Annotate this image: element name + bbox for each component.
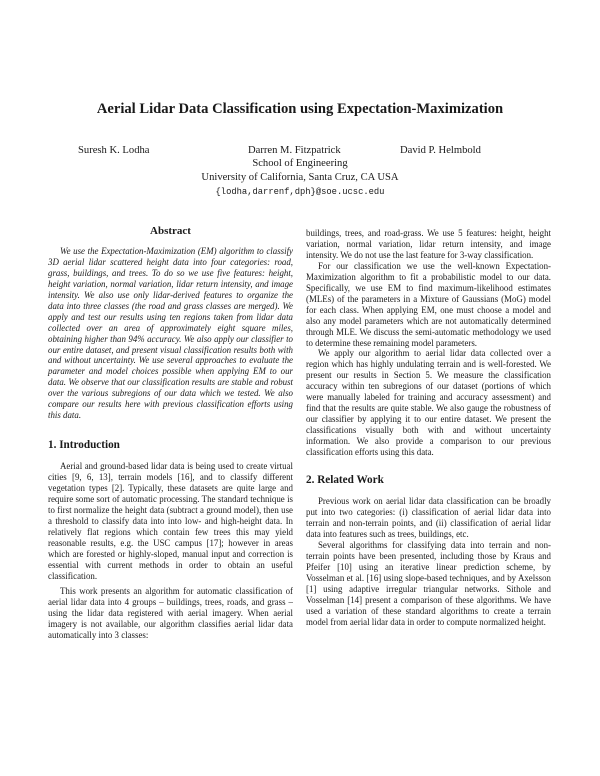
right-column bbox=[306, 228, 551, 627]
abstract-heading: Abstract bbox=[150, 225, 191, 237]
related-work-paragraph-1: Previous work on aerial lidar data classification can be broadly put into two categories: (i) classification of aerial lidar data into terrain and non-terrain points, and (ii) classification of aerial lidar data into features such as trees, buildings, etc. bbox=[306, 496, 551, 539]
author-email: {lodha,darrenf,dph}@soe.ucsc.edu bbox=[215, 187, 385, 197]
author-lodha: Suresh K. Lodha bbox=[78, 145, 150, 156]
affiliation-university: University of California, Santa Cruz, CA USA bbox=[201, 172, 399, 183]
affiliation-school: School of Engineering bbox=[252, 158, 348, 169]
introduction-paragraph-4: For our classification we use the well-known Expectation-Maximization algorithm to fit a probabilistic model to our data. Specifically, we use EM to find maximum-likelihood estimates (MLEs) of the parameters in a Mixture of Gaussians (MoG) model for each class. When applying EM, one must choose a model and also any model parameters which are not automatically determined through MLE. We discuss the semi-automatic methodology we used to determine these remaining model parameters. bbox=[306, 260, 551, 348]
left-column bbox=[48, 226, 293, 640]
author-fitzpatrick: Darren M. Fitzpatrick bbox=[248, 145, 341, 156]
paper-title: Aerial Lidar Data Classification using Expectation-Maximization bbox=[96, 101, 504, 117]
introduction-heading: 1. Introduction bbox=[48, 439, 120, 452]
introduction-paragraph-3: buildings, trees, and road-grass. We use 5 features: height, height variation, normal variation, lidar return intensity, and image intensity. We do not use the last feature for 3-way classification. bbox=[306, 228, 551, 260]
author-helmbold: David P. Helmbold bbox=[400, 145, 481, 156]
related-work-heading: 2. Related Work bbox=[306, 474, 384, 487]
abstract-text: We use the Expectation-Maximization (EM) algorithm to classify 3D aerial lidar scattered height data into four categories: road, grass, buildings, and trees. To do so we use five features: height, height variation, normal variation, lidar return intensity, and image intensity. We also use only lidar-derived features to organize the data into three classes (the road and grass classes are merged). We apply and test our results using ten regions taken from lidar data collected over an area of approximately eight square miles, obtaining higher than 94% accuracy. We also apply our classifier to our entire dataset, and present visual classification results both with and without uncertainty. We use several approaches to evaluate the parameter and model choices possible when applying EM to our data. We observe that our classification results are stable and robust over the various subregions of our data which we tested. We also compare our results here with previous classification efforts using this data. bbox=[48, 245, 293, 421]
introduction-paragraph-2: This work presents an algorithm for automatic classification of aerial lidar data into 4 groups – buildings, trees, roads, and grass – using the lidar data registered with aerial imagery. When aerial imagery is not available, our algorithm classifies aerial lidar data automatically into 3 classes: bbox=[48, 585, 293, 640]
introduction-paragraph-1: Aerial and ground-based lidar data is being used to create virtual cities [9, 6, 13], terrain models [16], and to classify different vegetation types [2]. Typically, these datasets are quite large and require some sort of automatic processing. The standard technique is to first normalize the height data (subtract a ground model), then use a threshold to classify data into into low- and high-height data. In relatively flat regions which contain few trees this may yield reasonable results, e.g. the USC campus [17]; however in areas which are forested or highly-sloped, manual input and correction is essential with current methods in order to obtain an useful classification. bbox=[48, 461, 293, 581]
introduction-paragraph-5: We apply our algorithm to aerial lidar data collected over a region which has highly undulating terrain and is well-forested. We present our results in Section 5. We measure the classification accuracy within ten subregions of our dataset (portions of which were manually labeled for training and accuracy assessment) and find that the results are quite stable. We also gauge the robustness of our classifier by applying it to our entire dataset. We present the classifications visually both with and without uncertainty information. We also provide a comparison to our previous classification efforts using this data. bbox=[306, 348, 551, 458]
related-work-paragraph-2: Several algorithms for classifying data into terrain and non-terrain points have been presented, including those by Kraus and Pfeifer [10] using an iterative linear prediction scheme, by Vosselman et al. [16] using slope-based techniques, and by Axelsson [1] using adaptive irregular triangular networks. Sithole and Vosselman [14] present a comparison of these algorithms. We have used a variation of these standard algorithms to create a terrain model from aerial lidar data in order to compute normalized height. bbox=[306, 539, 551, 627]
